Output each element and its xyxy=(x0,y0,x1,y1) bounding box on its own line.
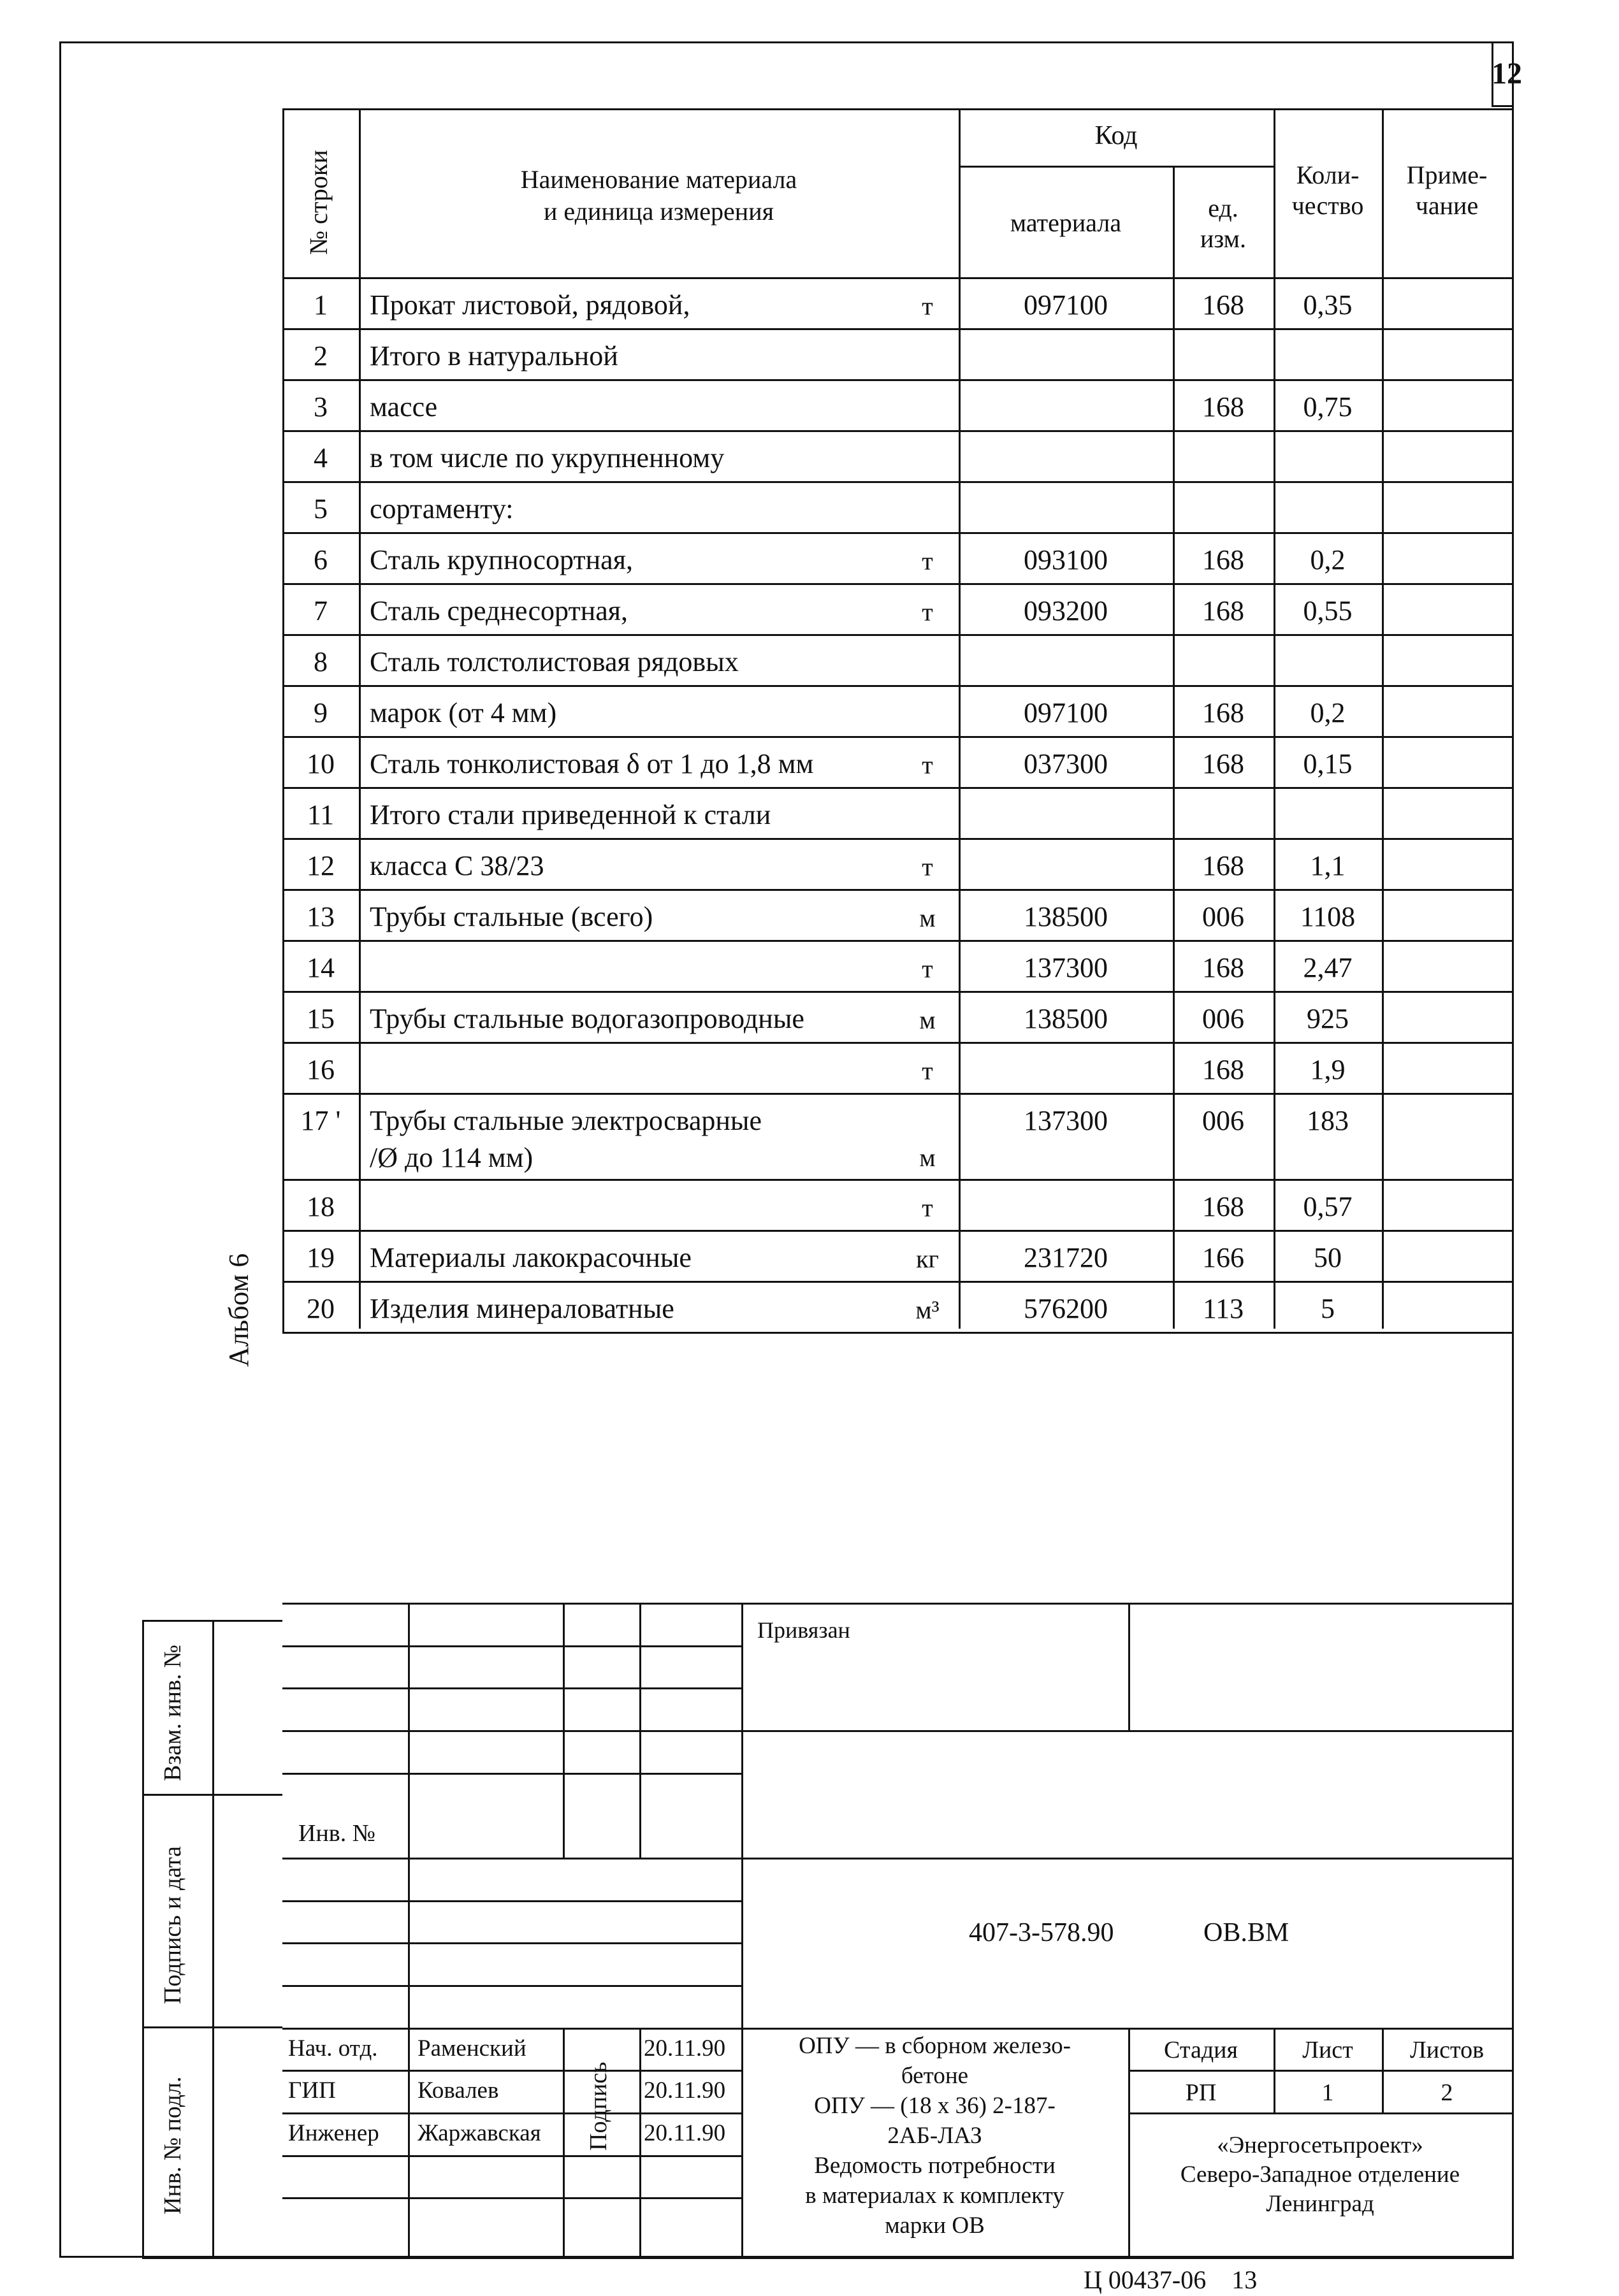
row-unit: т xyxy=(922,598,933,626)
row-quantity: 1,1 xyxy=(1310,850,1346,881)
stamp-title-line: Ведомость потребности xyxy=(814,2153,1056,2179)
row-unit-code: 006 xyxy=(1202,1105,1244,1136)
row-number: 12 xyxy=(307,850,335,881)
row-number: 1 xyxy=(314,289,328,321)
row-quantity: 0,2 xyxy=(1310,544,1346,575)
row-unit: м³ xyxy=(915,1296,940,1324)
row-number: 2 xyxy=(314,340,328,372)
row-material-code: 138500 xyxy=(1024,1003,1108,1034)
stamp-title-line: в материалах к комплекту xyxy=(805,2183,1064,2209)
row-name: Трубы стальные водогазопроводные xyxy=(370,1003,804,1034)
stamp-role: ГИП xyxy=(288,2077,336,2104)
row-unit-code: 168 xyxy=(1202,289,1244,321)
stamp-org-line: Ленинград xyxy=(1266,2191,1374,2217)
row-name: Итого в натуральной xyxy=(370,340,618,372)
stamp-org-line: Северо-Западное отделение xyxy=(1180,2162,1460,2188)
row-unit-code: 168 xyxy=(1202,850,1244,881)
row-material-code: 137300 xyxy=(1024,952,1108,983)
row-quantity: 1108 xyxy=(1300,901,1356,932)
row-unit: м xyxy=(919,904,936,932)
stamp-title-line: ОПУ — в сборном железо- xyxy=(799,2033,1071,2059)
stamp-sheets: 2 xyxy=(1441,2079,1453,2106)
row-material-code: 137300 xyxy=(1024,1105,1108,1136)
row-unit: т xyxy=(922,853,933,881)
row-unit-code: 168 xyxy=(1202,952,1244,983)
row-unit: т xyxy=(922,1194,933,1222)
stamp-name: Раменский xyxy=(417,2035,526,2061)
row-material-code: 576200 xyxy=(1024,1293,1108,1324)
row-number: 7 xyxy=(314,595,328,626)
stamp-org-line: «Энергосетьпроект» xyxy=(1217,2132,1423,2158)
row-unit: т xyxy=(922,751,933,779)
row-unit: т xyxy=(922,955,933,983)
row-unit-code: 006 xyxy=(1202,1003,1244,1034)
stamp-date: 20.11.90 xyxy=(644,2077,726,2104)
header-name-line1: Наименование материала xyxy=(520,165,797,194)
row-material-code: 093200 xyxy=(1024,595,1108,626)
row-name: Трубы стальные (всего) xyxy=(370,901,653,932)
row-material-code: 138500 xyxy=(1024,901,1108,932)
row-number: 10 xyxy=(307,748,335,779)
row-quantity: 0,75 xyxy=(1303,391,1353,422)
row-name: Сталь крупносортная, xyxy=(370,544,633,575)
stamp-title-line: бетоне xyxy=(901,2063,969,2089)
row-number: 16 xyxy=(307,1054,335,1085)
row-unit: т xyxy=(922,1057,933,1085)
row-unit-code: 006 xyxy=(1202,901,1244,932)
stamp-stage-label: Стадия xyxy=(1164,2037,1238,2063)
stamp-inv-no: Инв. № xyxy=(298,1820,375,1847)
row-name: марок (от 4 мм) xyxy=(370,697,557,728)
header-row-number: № строки xyxy=(304,150,333,255)
row-name: сортаменту: xyxy=(370,493,514,524)
row-number: 5 xyxy=(314,493,328,524)
row-unit: т xyxy=(922,547,933,575)
header-code-unit-line1: ед. xyxy=(1208,194,1238,222)
stamp-signature-col: Подпись xyxy=(585,2061,612,2151)
album-label: Альбом 6 xyxy=(223,1253,254,1367)
row-number: 6 xyxy=(314,544,328,575)
stamp-role: Нач. отд. xyxy=(288,2035,378,2061)
row-quantity: 0,2 xyxy=(1310,697,1346,728)
stamp-privyazan: Привязан xyxy=(757,1617,850,1643)
header-note-line1: Приме- xyxy=(1406,161,1488,189)
row-name: Материалы лакокрасочные xyxy=(370,1242,692,1273)
row-material-code: 093100 xyxy=(1024,544,1108,575)
row-number: 9 xyxy=(314,697,328,728)
stamp-sheet: 1 xyxy=(1321,2079,1334,2106)
side-podpis-data: Подпись и дата xyxy=(159,1845,186,2004)
page-frame xyxy=(59,41,1522,2258)
row-name: массе xyxy=(370,391,438,422)
row-unit: м xyxy=(919,1006,936,1034)
row-name: Прокат листовой, рядовой, xyxy=(370,289,690,321)
row-quantity: 925 xyxy=(1307,1003,1349,1034)
row-name: класса С 38/23 xyxy=(370,850,544,881)
row-name-line2: /Ø до 114 мм) xyxy=(370,1142,534,1173)
row-number: 4 xyxy=(314,442,328,473)
row-unit-code: 168 xyxy=(1202,544,1244,575)
row-number: 11 xyxy=(307,799,335,830)
header-code-unit-line2: изм. xyxy=(1200,224,1246,253)
row-unit-code: 168 xyxy=(1202,1054,1244,1085)
row-number: 13 xyxy=(307,901,335,932)
row-unit-code: 166 xyxy=(1202,1242,1244,1273)
row-unit-code: 168 xyxy=(1202,748,1244,779)
row-name: Сталь среднесортная, xyxy=(370,595,628,626)
stamp-title-line: марки ОВ xyxy=(885,2213,985,2239)
row-number: 19 xyxy=(307,1242,335,1273)
footer-code: Ц 00437-06 13 xyxy=(1084,2265,1258,2294)
stamp-stage: РП xyxy=(1185,2079,1217,2106)
row-quantity: 0,57 xyxy=(1303,1191,1353,1222)
row-unit-code: 168 xyxy=(1202,1191,1244,1222)
stamp-sheets-label: Листов xyxy=(1409,2037,1485,2063)
page-number: 12 xyxy=(1492,57,1522,90)
row-material-code: 097100 xyxy=(1024,289,1108,321)
row-quantity: 0,35 xyxy=(1303,289,1353,321)
stamp-mark: ОВ.ВМ xyxy=(1203,1918,1289,1947)
row-quantity: 5 xyxy=(1321,1293,1335,1324)
stamp-name: Жаржавская xyxy=(417,2120,541,2146)
row-number: 15 xyxy=(307,1003,335,1034)
row-name: Трубы стальные электросварные xyxy=(370,1105,762,1136)
row-name: Итого стали приведенной к стали xyxy=(370,799,771,830)
row-material-code: 231720 xyxy=(1024,1242,1108,1273)
header-code: Код xyxy=(1094,121,1138,150)
row-material-code: 097100 xyxy=(1024,697,1108,728)
header-note-line2: чание xyxy=(1415,191,1479,220)
row-quantity: 1,9 xyxy=(1310,1054,1346,1085)
row-name: в том числе по укрупненному xyxy=(370,442,725,473)
side-inv-podl: Инв. № подл. xyxy=(159,2076,186,2214)
row-number: 17 ' xyxy=(300,1105,341,1136)
row-unit-code: 168 xyxy=(1202,595,1244,626)
stamp-role: Инженер xyxy=(288,2120,379,2146)
row-unit-code: 113 xyxy=(1202,1293,1244,1324)
row-number: 20 xyxy=(307,1293,335,1324)
row-unit-code: 168 xyxy=(1202,391,1244,422)
row-number: 18 xyxy=(307,1191,335,1222)
stamp-title-line: ОПУ — (18 х 36) 2-187- xyxy=(814,2093,1056,2119)
row-material-code: 037300 xyxy=(1024,748,1108,779)
row-unit: т xyxy=(922,292,933,321)
stamp-date: 20.11.90 xyxy=(644,2120,726,2146)
row-unit-code: 168 xyxy=(1202,697,1244,728)
header-code-material: материала xyxy=(1010,208,1122,237)
row-name: Изделия минераловатные xyxy=(370,1293,674,1324)
header-name-line2: и единица измерения xyxy=(543,197,774,226)
row-unit: м xyxy=(919,1143,936,1172)
row-name: Сталь тонколистовая δ от 1 до 1,8 мм xyxy=(370,748,814,779)
side-vzam-inv: Взам. инв. № xyxy=(159,1644,186,1781)
row-name: Сталь толстолистовая рядовых xyxy=(370,646,739,677)
stamp-date: 20.11.90 xyxy=(644,2035,726,2061)
stamp-title-line: 2АБ-ЛАЗ xyxy=(887,2123,982,2149)
row-quantity: 0,15 xyxy=(1303,748,1353,779)
row-number: 8 xyxy=(314,646,328,677)
row-quantity: 0,55 xyxy=(1303,595,1353,626)
header-qty-line2: чество xyxy=(1291,191,1364,220)
stamp-designation: 407-3-578.90 xyxy=(969,1918,1114,1947)
row-number: 14 xyxy=(307,952,335,983)
stamp-name: Ковалев xyxy=(417,2077,499,2104)
stamp-sheet-label: Лист xyxy=(1302,2037,1353,2063)
row-quantity: 183 xyxy=(1307,1105,1349,1136)
row-unit: кг xyxy=(916,1245,939,1273)
header-qty-line1: Коли- xyxy=(1296,161,1360,189)
row-number: 3 xyxy=(314,391,328,422)
row-quantity: 2,47 xyxy=(1303,952,1353,983)
row-quantity: 50 xyxy=(1314,1242,1342,1273)
